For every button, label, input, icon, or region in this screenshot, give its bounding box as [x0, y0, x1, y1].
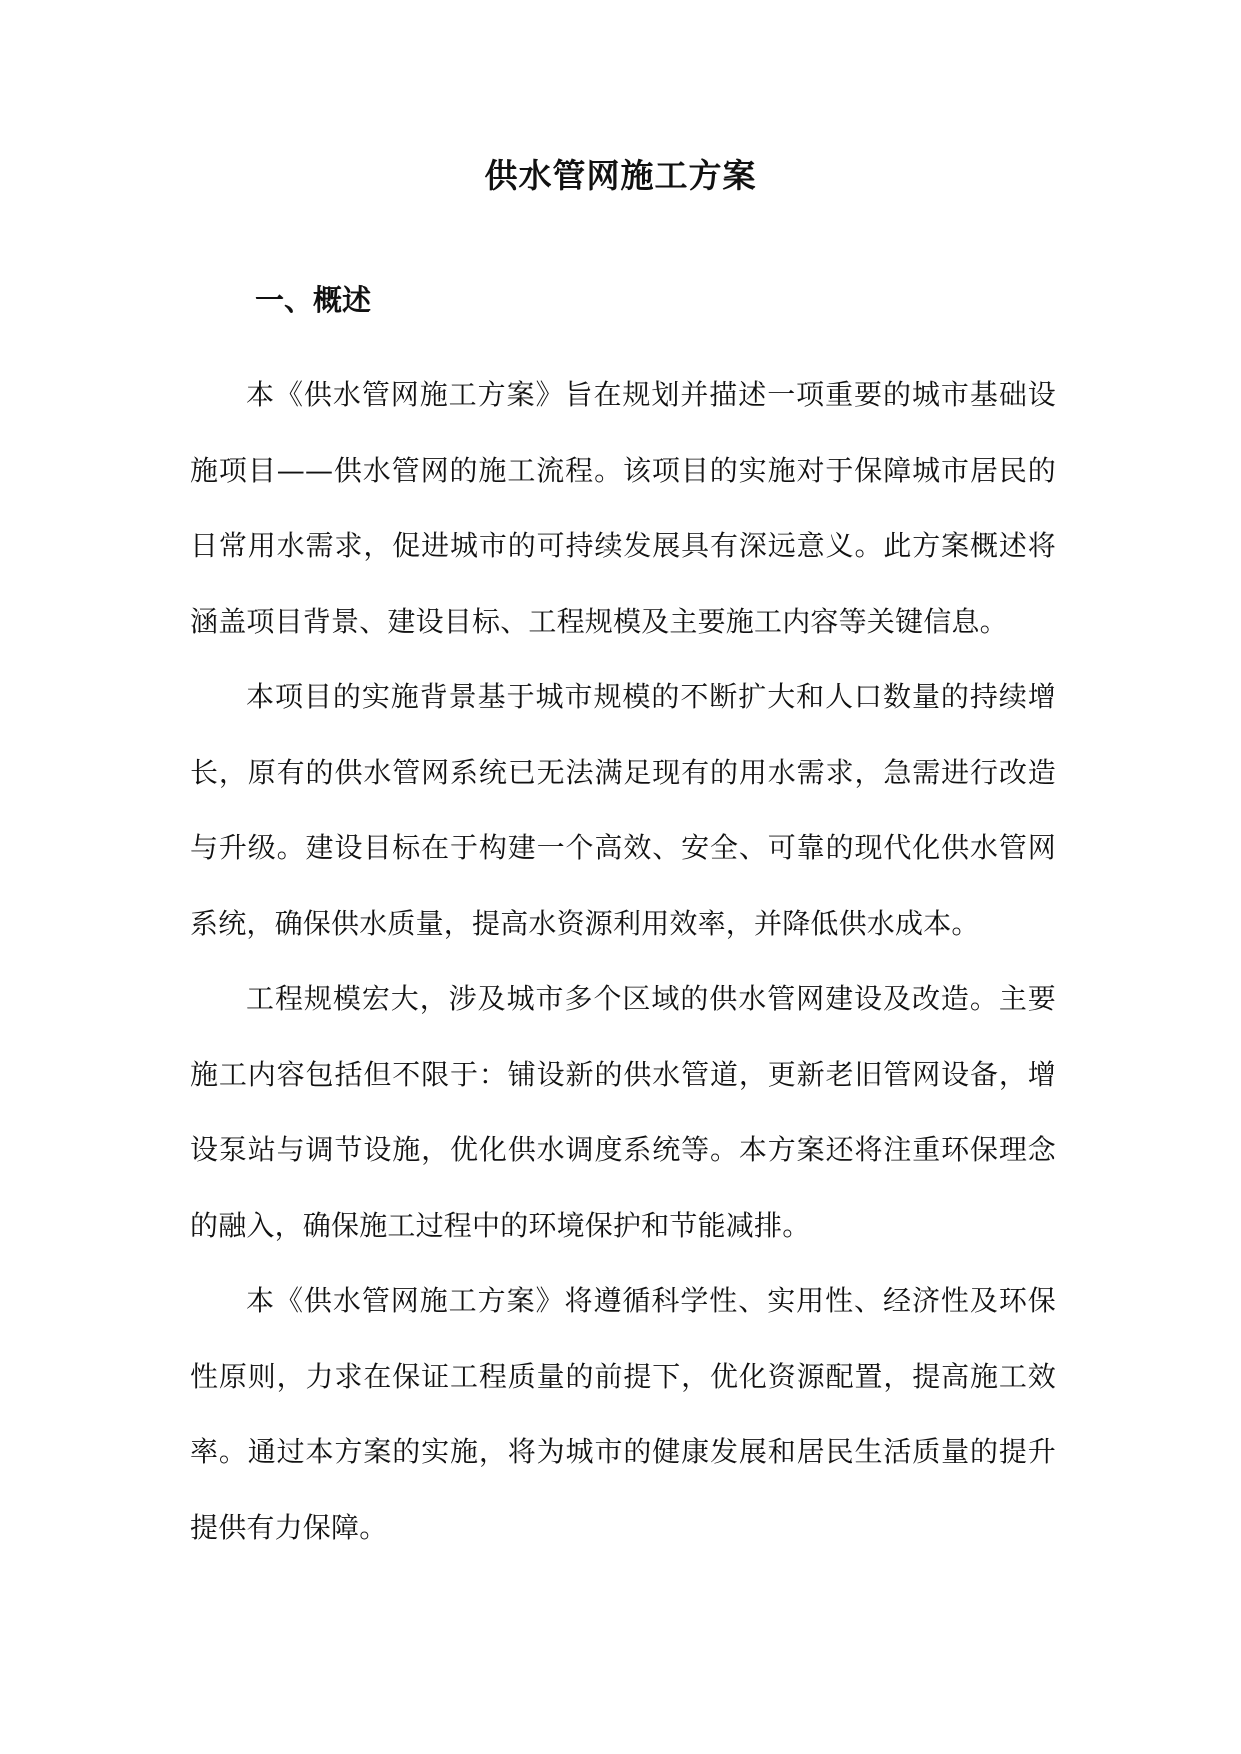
paragraph: 本《供水管网施工方案》旨在规划并描述一项重要的城市基础设施项目——供水管网的施工流程。该项目的实施对于保障城市居民的日常用水需求，促进城市的可持续发展具有深远意义。此方案概述将涵盖项目背景、建设目标、工程规模及主要施工内容等关键信息。	[190, 378, 1056, 638]
paragraph: 本项目的实施背景基于城市规模的不断扩大和人口数量的持续增长，原有的供水管网系统已无法满足现有的用水需求，急需进行改造与升级。建设目标在于构建一个高效、安全、可靠的现代化供水管网系统，确保供水质量，提高水资源利用效率，并降低供水成本。	[190, 680, 1056, 940]
section-heading-overview: 一、概述	[255, 283, 372, 317]
section-body	[190, 357, 1056, 1565]
paragraph: 本《供水管网施工方案》将遵循科学性、实用性、经济性及环保性原则，力求在保证工程质量的前提下，优化资源配置，提高施工效率。通过本方案的实施，将为城市的健康发展和居民生活质量的提升提供有力保障。	[190, 1284, 1056, 1544]
document-title: 供水管网施工方案	[484, 156, 757, 195]
paragraph: 工程规模宏大，涉及城市多个区域的供水管网建设及改造。主要施工内容包括但不限于：铺设新的供水管道，更新老旧管网设备，增设泵站与调节设施，优化供水调度系统等。本方案还将注重环保理念的融入，确保施工过程中的环境保护和节能减排。	[190, 982, 1056, 1242]
